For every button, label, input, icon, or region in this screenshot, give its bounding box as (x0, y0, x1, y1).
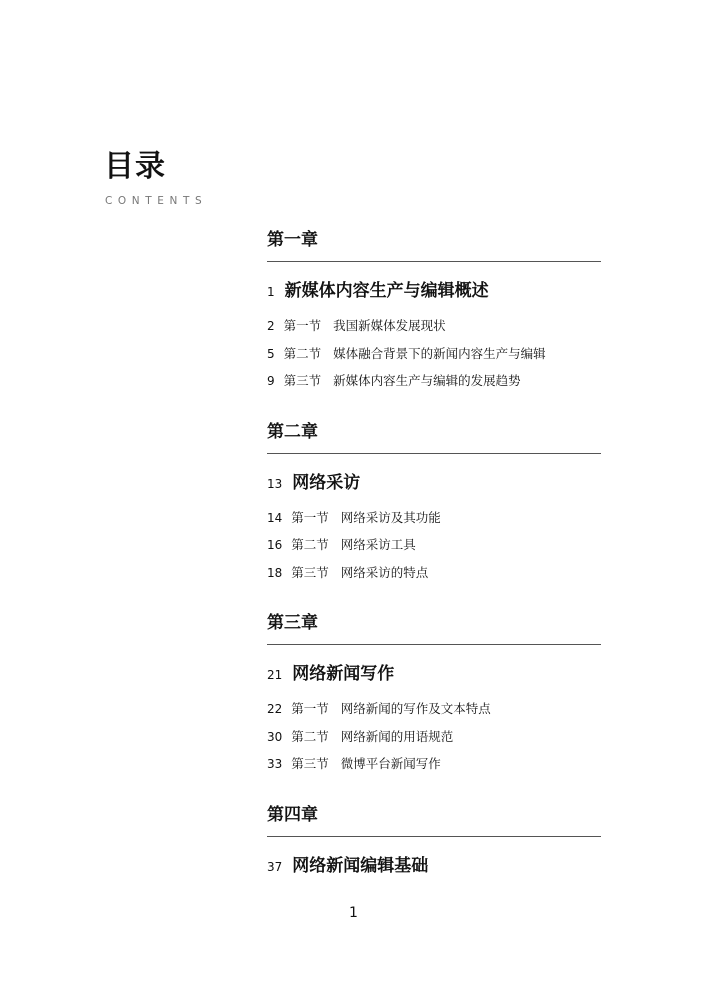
topic-title: 网络新闻编辑基础 (292, 855, 429, 876)
section-entry[interactable] (267, 340, 601, 368)
section-label: 第三节 (283, 373, 322, 388)
section-title: 微博平台新闻写作 (340, 756, 441, 771)
section-page-number: 9 (267, 374, 275, 388)
topic-title: 网络新闻写作 (292, 664, 395, 684)
chapter (267, 421, 601, 587)
chapter-title[interactable]: 第二章 (267, 424, 601, 454)
section-entry[interactable] (267, 695, 601, 723)
section-entry[interactable] (267, 559, 601, 587)
section-entry[interactable] (267, 750, 601, 778)
section-title: 网络新闻的用语规范 (340, 728, 454, 744)
section-page-number: 22 (267, 702, 283, 716)
section-title: 网络采访工具 (340, 537, 416, 552)
section-label: 第三节 (291, 564, 329, 580)
section-label: 第二节 (291, 537, 329, 552)
section-title: 媒体融合背景下的新闻内容生产与编辑 (333, 345, 546, 361)
section-label: 第一节 (283, 318, 322, 333)
section-page-number: 14 (267, 510, 283, 525)
page-subtitle: CONTENTS (105, 195, 208, 207)
section-label: 第二节 (283, 345, 322, 361)
section-label: 第二节 (291, 728, 329, 744)
chapter-title[interactable]: 第一章 (267, 232, 601, 262)
chapter-title[interactable]: 第四章 (267, 807, 601, 837)
section-title: 我国新媒体发展现状 (333, 318, 446, 333)
topic-page-number: 13 (267, 476, 283, 491)
chapter-topic[interactable] (267, 279, 601, 303)
chapter (267, 232, 601, 395)
page-title: 目录 (104, 149, 166, 184)
section-entry[interactable] (267, 723, 601, 751)
section-entry[interactable] (267, 531, 601, 559)
topic-page-number: 21 (267, 668, 283, 682)
chapter-title[interactable]: 第三章 (267, 615, 601, 645)
section-page-number: 5 (267, 346, 275, 361)
section-label: 第一节 (291, 701, 329, 716)
section-title: 网络采访的特点 (340, 564, 429, 580)
section-page-number: 30 (267, 729, 283, 744)
topic-title: 网络采访 (292, 472, 361, 493)
section-entry[interactable] (267, 367, 601, 395)
section-title: 网络采访及其功能 (340, 509, 441, 525)
topic-page-number: 1 (267, 285, 275, 299)
section-title: 网络新闻的写作及文本特点 (340, 701, 491, 716)
section-entry[interactable] (267, 504, 601, 532)
section-page-number: 18 (267, 565, 283, 580)
section-page-number: 33 (267, 757, 283, 771)
table-of-contents (267, 232, 601, 907)
section-title: 新媒体内容生产与编辑的发展趋势 (333, 373, 521, 388)
page-number: 1 (349, 905, 358, 921)
section-label: 第一节 (291, 509, 329, 525)
topic-page-number: 37 (267, 859, 283, 874)
chapter (267, 804, 601, 878)
chapter-topic[interactable] (267, 662, 601, 686)
section-entry[interactable] (267, 312, 601, 340)
section-page-number: 2 (267, 319, 275, 333)
topic-title: 新媒体内容生产与编辑概述 (284, 281, 489, 301)
section-page-number: 16 (267, 538, 283, 552)
chapter-topic[interactable] (267, 854, 601, 878)
section-label: 第三节 (291, 756, 329, 771)
chapter-topic[interactable] (267, 471, 601, 495)
chapter (267, 615, 601, 778)
